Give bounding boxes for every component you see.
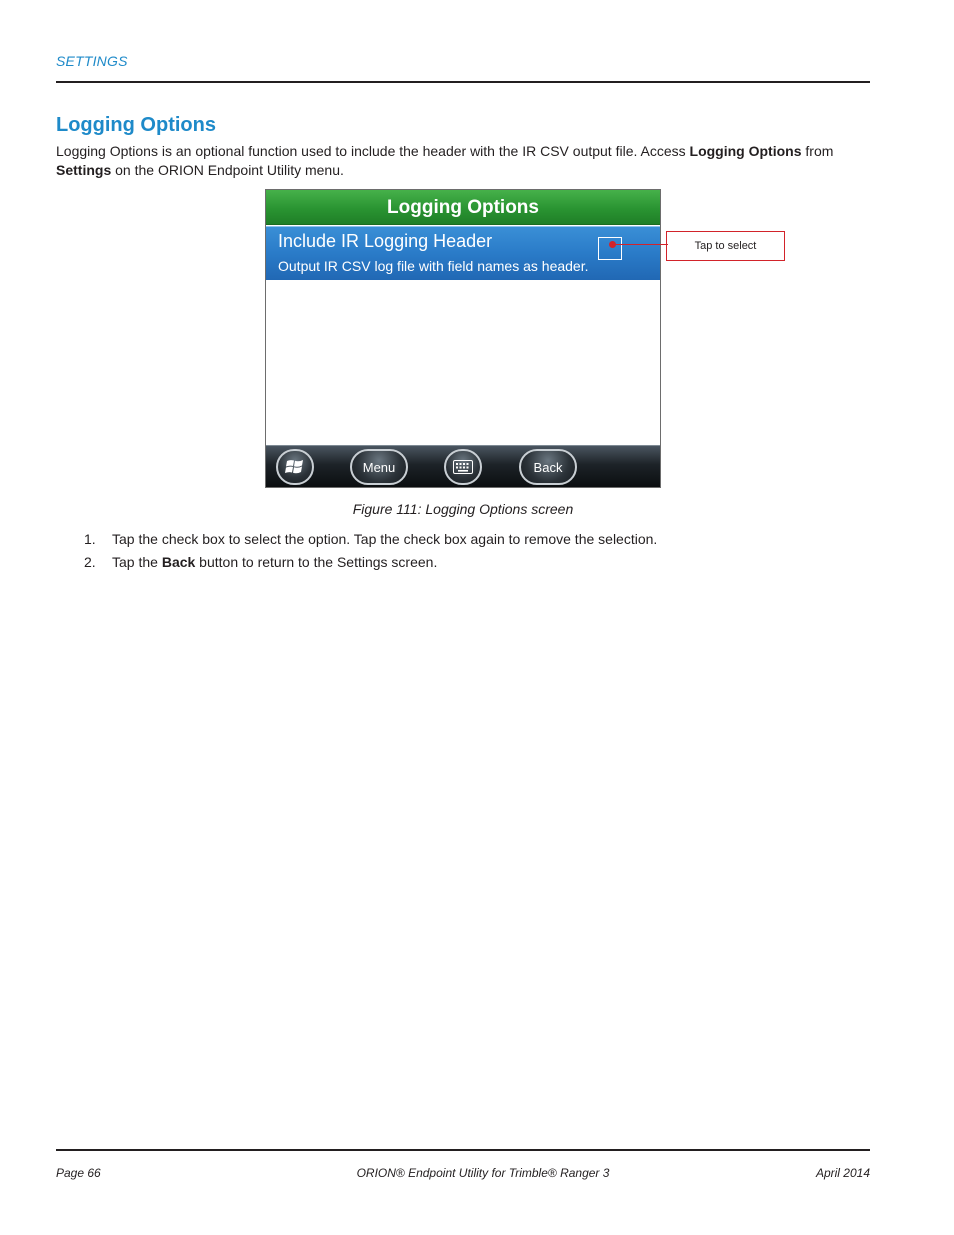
intro-paragraph: Logging Options is an optional function used to include the header with the IR CSV output file. Access Logging Options from Settings on the ORION Endpoint Utility menu.: [56, 143, 834, 178]
step-text: Tap the Back button to return to the Settings screen.: [112, 554, 438, 570]
device-title: Logging Options: [387, 197, 539, 218]
callout-leader-line: [612, 244, 668, 245]
step-number: 1.: [84, 531, 96, 547]
header-rule: [56, 81, 870, 83]
step-number: 2.: [84, 554, 96, 570]
callout-tap-to-select: Tap to select: [666, 231, 785, 261]
running-head: SETTINGS: [56, 53, 128, 69]
back-button[interactable]: Back: [519, 449, 577, 485]
device-taskbar: [266, 445, 660, 487]
step-text: Tap the check box to select the option. Tap the check box again to remove the selection.: [112, 531, 658, 547]
section-title: Logging Options: [56, 114, 216, 136]
windows-logo-icon: [285, 457, 305, 477]
intro-bold-logging-options: Logging Options: [689, 143, 802, 159]
list-item: [84, 551, 657, 574]
footer-page-number: Page 66: [56, 1166, 101, 1180]
device-screenshot: [265, 189, 661, 488]
keyboard-button[interactable]: [444, 449, 482, 485]
device-title-bar: [266, 190, 660, 225]
device-content-area: [266, 280, 660, 445]
menu-button[interactable]: Menu: [350, 449, 408, 485]
keyboard-icon: [453, 460, 473, 474]
start-button[interactable]: [276, 449, 314, 485]
step-bold-back: Back: [161, 554, 196, 570]
callout-pointer-dot: [609, 241, 616, 248]
footer-date: April 2014: [815, 1166, 870, 1180]
intro-bold-settings: Settings: [56, 162, 112, 178]
option-subtitle: Output IR CSV log file with field names as header.: [278, 258, 589, 274]
option-title: Include IR Logging Header: [278, 231, 493, 251]
list-item: [84, 528, 657, 551]
footer-rule: [56, 1149, 870, 1151]
option-row-include-ir-logging-header[interactable]: [266, 226, 660, 280]
footer-product-title: ORION® Endpoint Utility for Trimble® Ranger 3: [356, 1166, 610, 1180]
instruction-steps: [84, 528, 657, 574]
figure-caption: Figure 111: Logging Options screen: [352, 501, 574, 517]
